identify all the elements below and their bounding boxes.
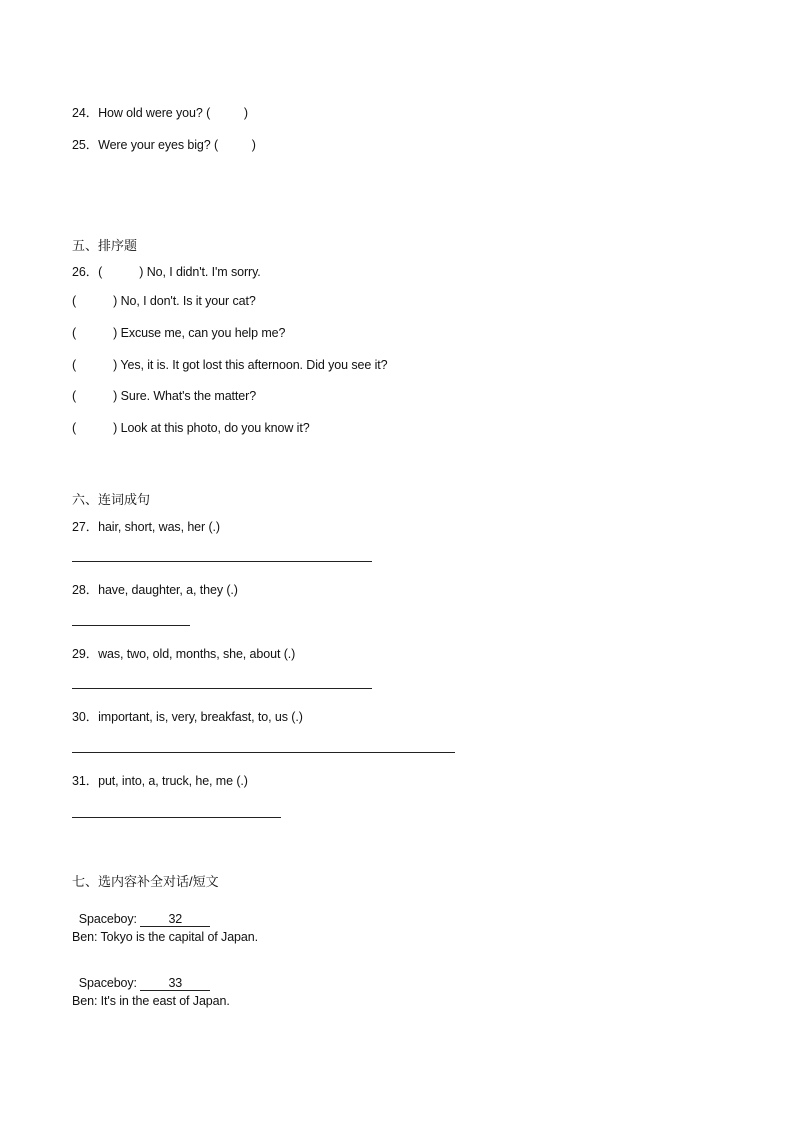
dialogue-line-ben: Ben: Tokyo is the capital of Japan. — [72, 930, 258, 944]
section-5-heading: 五、排序题 — [72, 238, 138, 253]
question-25: 25．Were your eyes big? ( ) — [72, 138, 256, 152]
question-24: 24．How old were you? ( ) — [72, 106, 248, 120]
answer-blank-32[interactable]: 32 — [140, 913, 210, 927]
answer-blank-33[interactable]: 33 — [140, 977, 210, 991]
ordering-line: ( ) Look at this photo, do you know it? — [72, 421, 310, 435]
ordering-line: ( ) Sure. What's the matter? — [72, 389, 257, 403]
section-7-heading: 七、选内容补全对话/短文 — [72, 874, 219, 889]
speaker-label: Spaceboy: — [78, 912, 141, 926]
dialogue-line-spaceboy — [72, 898, 210, 927]
question-28: 28．have, daughter, a, they (.) — [72, 583, 238, 597]
question-27: 27．hair, short, was, her (.) — [72, 520, 220, 534]
ordering-line: ( ) Excuse me, can you help me? — [72, 326, 286, 340]
answer-line-31[interactable] — [72, 817, 281, 818]
question-31: 31．put, into, a, truck, he, me (.) — [72, 774, 248, 788]
answer-line-27[interactable] — [72, 561, 372, 562]
dialogue-line-ben: Ben: It's in the east of Japan. — [72, 994, 230, 1008]
section-6-heading: 六、连词成句 — [72, 492, 151, 507]
ordering-line: ( ) Yes, it is. It got lost this afternoon. Did you see it? — [72, 358, 388, 372]
dialogue-line-spaceboy — [72, 962, 210, 991]
answer-line-29[interactable] — [72, 688, 372, 689]
question-26: 26．( ) No, I didn't. I'm sorry. — [72, 265, 261, 279]
question-30: 30．important, is, very, breakfast, to, us (.) — [72, 710, 303, 724]
question-29: 29．was, two, old, months, she, about (.) — [72, 647, 296, 661]
answer-line-30[interactable] — [72, 752, 455, 753]
ordering-line: ( ) No, I don't. Is it your cat? — [72, 294, 256, 308]
answer-line-28[interactable] — [72, 625, 190, 626]
speaker-label: Spaceboy: — [78, 976, 141, 990]
